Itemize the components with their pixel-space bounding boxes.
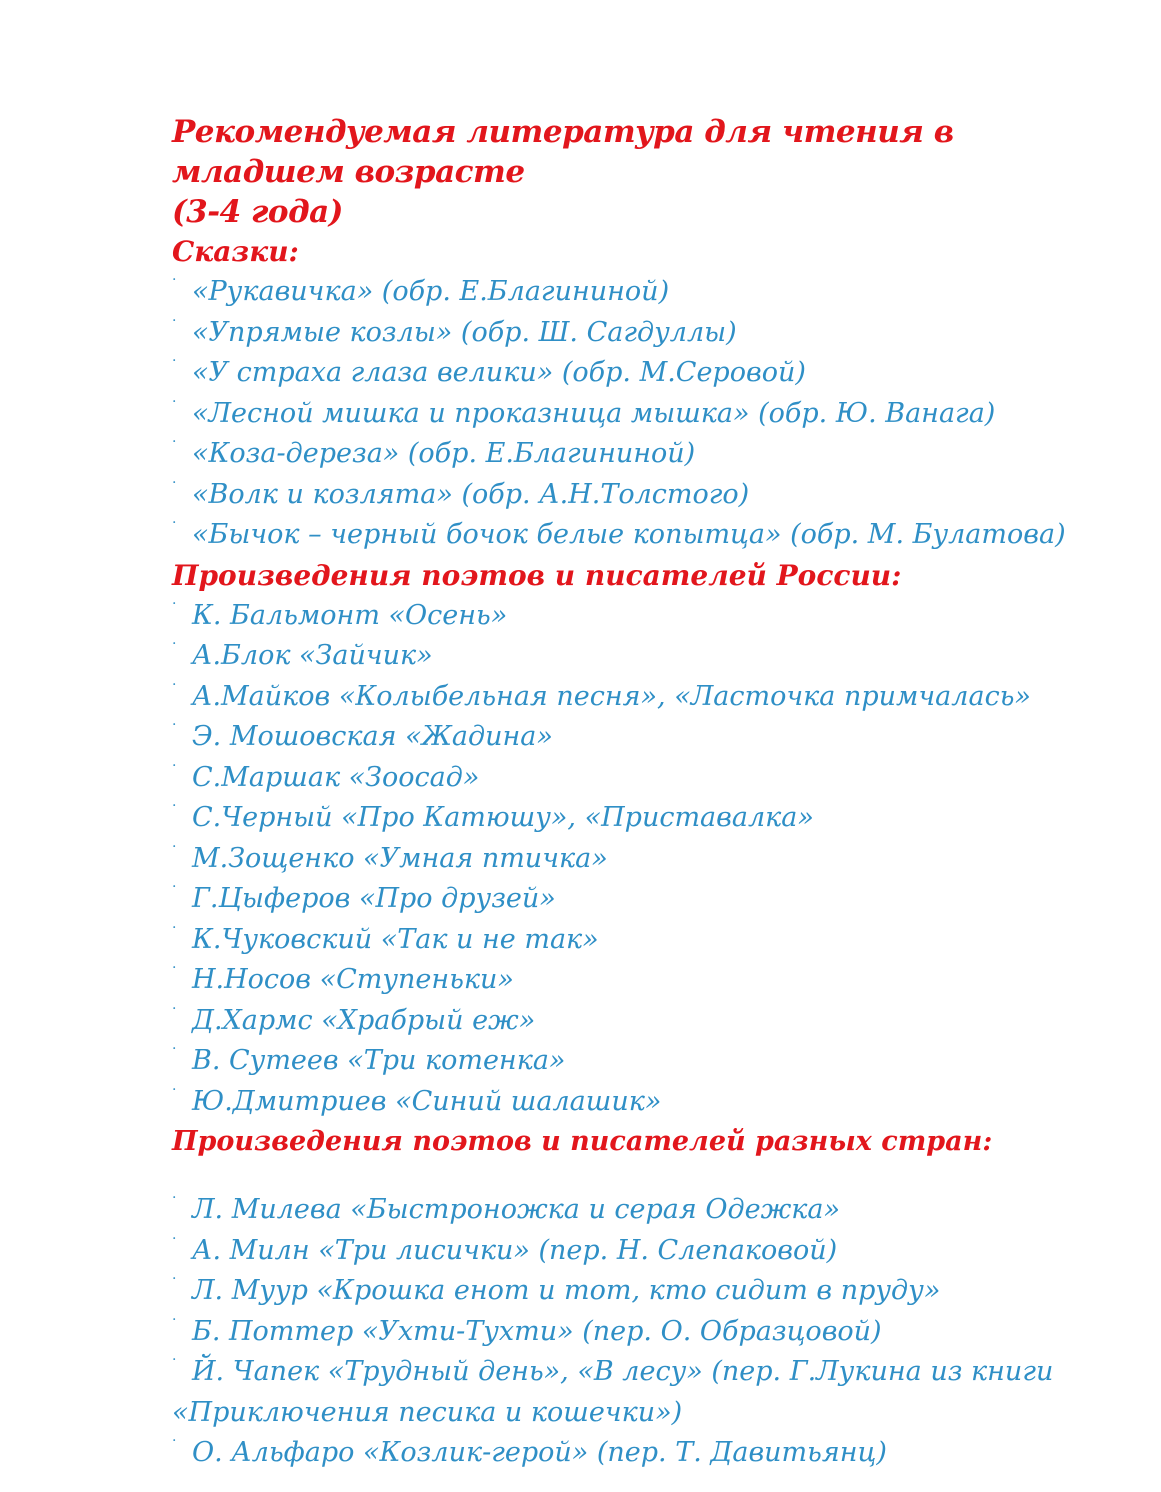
bullet-icon: · xyxy=(172,1000,177,1017)
list-item-wrapped xyxy=(172,1352,1132,1433)
list-item-text-line-1: Й. Чапек «Трудный день», «В лесу» (пер. Г.Лукина из книги xyxy=(192,1356,1054,1387)
bullet-icon: · xyxy=(172,1081,177,1098)
bullet-icon: · xyxy=(172,1041,177,1057)
list-item-text: В. Сутеев «Три котенка» xyxy=(192,1045,566,1076)
list-item xyxy=(172,920,1132,961)
list-item xyxy=(172,717,1132,758)
section-heading-fairy-tales: Сказки: xyxy=(172,235,299,268)
bullet-icon: · xyxy=(172,717,177,733)
bullet-icon: · xyxy=(172,838,177,855)
bullet-icon: · xyxy=(172,272,177,288)
list-item-text: М.Зощенко «Умная птичка» xyxy=(192,842,608,874)
bullet-icon: · xyxy=(172,434,177,450)
list-item-text: Э. Мошовская «Жадина» xyxy=(192,721,553,752)
list-item-text: К. Бальмонт «Осень» xyxy=(192,599,508,631)
list-item xyxy=(172,475,1132,516)
list-item-text: «Бычок – черный бочок белые копытца» (обр. М. Булатова) xyxy=(192,519,1066,550)
list-item xyxy=(172,515,1132,556)
section-heading-foreign-authors: Произведения поэтов и писателей разных стран: xyxy=(172,1126,993,1157)
list-item xyxy=(172,879,1132,920)
list-item xyxy=(172,353,1132,394)
list-item xyxy=(172,960,1132,1001)
document-content xyxy=(172,112,1132,1474)
list-item xyxy=(172,758,1132,799)
bullet-icon: · xyxy=(172,757,177,774)
list-item-text: С.Маршак «Зоосад» xyxy=(192,761,480,793)
bullet-icon: · xyxy=(172,1311,177,1328)
list-item-text: К.Чуковский «Так и не так» xyxy=(192,923,599,955)
russian-authors-list xyxy=(172,596,1132,1123)
list-item-text: «Лесной мишка и проказница мышка» (обр. Ю. Ванага) xyxy=(192,397,996,429)
list-item-text-line-2: «Приключения песика и кошечки») xyxy=(172,1396,683,1428)
list-item-text: О. Альфаро «Козлик-герой» (пер. Т. Давитьянц) xyxy=(192,1437,887,1468)
bullet-icon: · xyxy=(172,515,177,531)
list-item-text: Г.Цыферов «Про друзей» xyxy=(192,883,556,914)
list-item xyxy=(172,1312,1132,1353)
bullet-icon: · xyxy=(172,474,177,491)
bullet-icon: · xyxy=(172,595,177,612)
list-item xyxy=(172,394,1132,435)
list-item xyxy=(172,313,1132,354)
list-item-text: А.Блок «Зайчик» xyxy=(192,640,433,671)
bullet-icon: · xyxy=(172,353,177,369)
bullet-icon: · xyxy=(172,919,177,936)
list-item xyxy=(172,1082,1132,1123)
bullet-icon: · xyxy=(172,1230,177,1247)
list-item xyxy=(172,1190,1132,1231)
list-item xyxy=(172,596,1132,637)
list-item xyxy=(172,1433,1132,1474)
list-item-text: Б. Поттер «Ухти-Тухти» (пер. О. Образцовой) xyxy=(192,1315,882,1347)
bullet-icon: · xyxy=(172,1271,177,1287)
bullet-icon: · xyxy=(172,1190,177,1206)
list-item xyxy=(172,636,1132,677)
list-item xyxy=(172,1001,1132,1042)
fairy-tales-list xyxy=(172,272,1132,556)
title-line-1: Рекомендуемая литература для чтения в младшем возрасте xyxy=(172,114,954,190)
list-item xyxy=(172,1231,1132,1272)
bullet-icon: · xyxy=(172,393,177,410)
bullet-icon: · xyxy=(172,312,177,329)
list-item-text: Н.Носов «Ступеньки» xyxy=(192,964,514,995)
list-item-text: Ю.Дмитриев «Синий шалашик» xyxy=(192,1085,662,1117)
list-item-text: «Упрямые козлы» (обр. Ш. Сагдуллы) xyxy=(192,316,737,348)
list-item xyxy=(172,677,1132,718)
section-spacer xyxy=(172,1162,1132,1190)
list-item-text: Л. Муур «Крошка енот и тот, кто сидит в пруду» xyxy=(192,1275,941,1306)
list-item-text: «У страха глаза велики» (обр. М.Серовой) xyxy=(192,357,806,388)
list-item-text: С.Черный «Про Катюшу», «Приставалка» xyxy=(192,802,814,833)
bullet-icon: · xyxy=(172,636,177,652)
list-item-text: А.Майков «Колыбельная песня», «Ласточка примчалась» xyxy=(192,680,1031,712)
list-item-text: «Волк и козлята» (обр. А.Н.Толстого) xyxy=(192,478,750,510)
list-item-text: А. Милн «Три лисички» (пер. Н. Слепаковой) xyxy=(192,1234,838,1266)
bullet-icon: · xyxy=(172,879,177,895)
list-item xyxy=(172,1041,1132,1082)
foreign-authors-list xyxy=(172,1190,1132,1474)
title-line-2: (3-4 года) xyxy=(172,194,343,230)
section-heading-russian-authors: Произведения поэтов и писателей России: xyxy=(172,558,902,592)
bullet-icon: · xyxy=(172,1433,177,1449)
bullet-icon: · xyxy=(172,960,177,976)
list-item-text: Д.Хармс «Храбрый еж» xyxy=(192,1004,536,1036)
list-item-text: «Коза-дереза» (обр. Е.Благининой) xyxy=(192,438,696,469)
list-item xyxy=(172,434,1132,475)
list-item xyxy=(172,839,1132,880)
list-item xyxy=(172,1271,1132,1312)
bullet-icon: · xyxy=(172,1352,177,1368)
list-item xyxy=(172,798,1132,839)
list-item-text: Л. Милева «Быстроножка и серая Одежка» xyxy=(192,1194,841,1225)
bullet-icon: · xyxy=(172,798,177,814)
list-item-text: «Рукавичка» (обр. Е.Благининой) xyxy=(192,276,670,307)
bullet-icon: · xyxy=(172,676,177,693)
document-title xyxy=(172,112,1132,232)
list-item xyxy=(172,272,1132,313)
